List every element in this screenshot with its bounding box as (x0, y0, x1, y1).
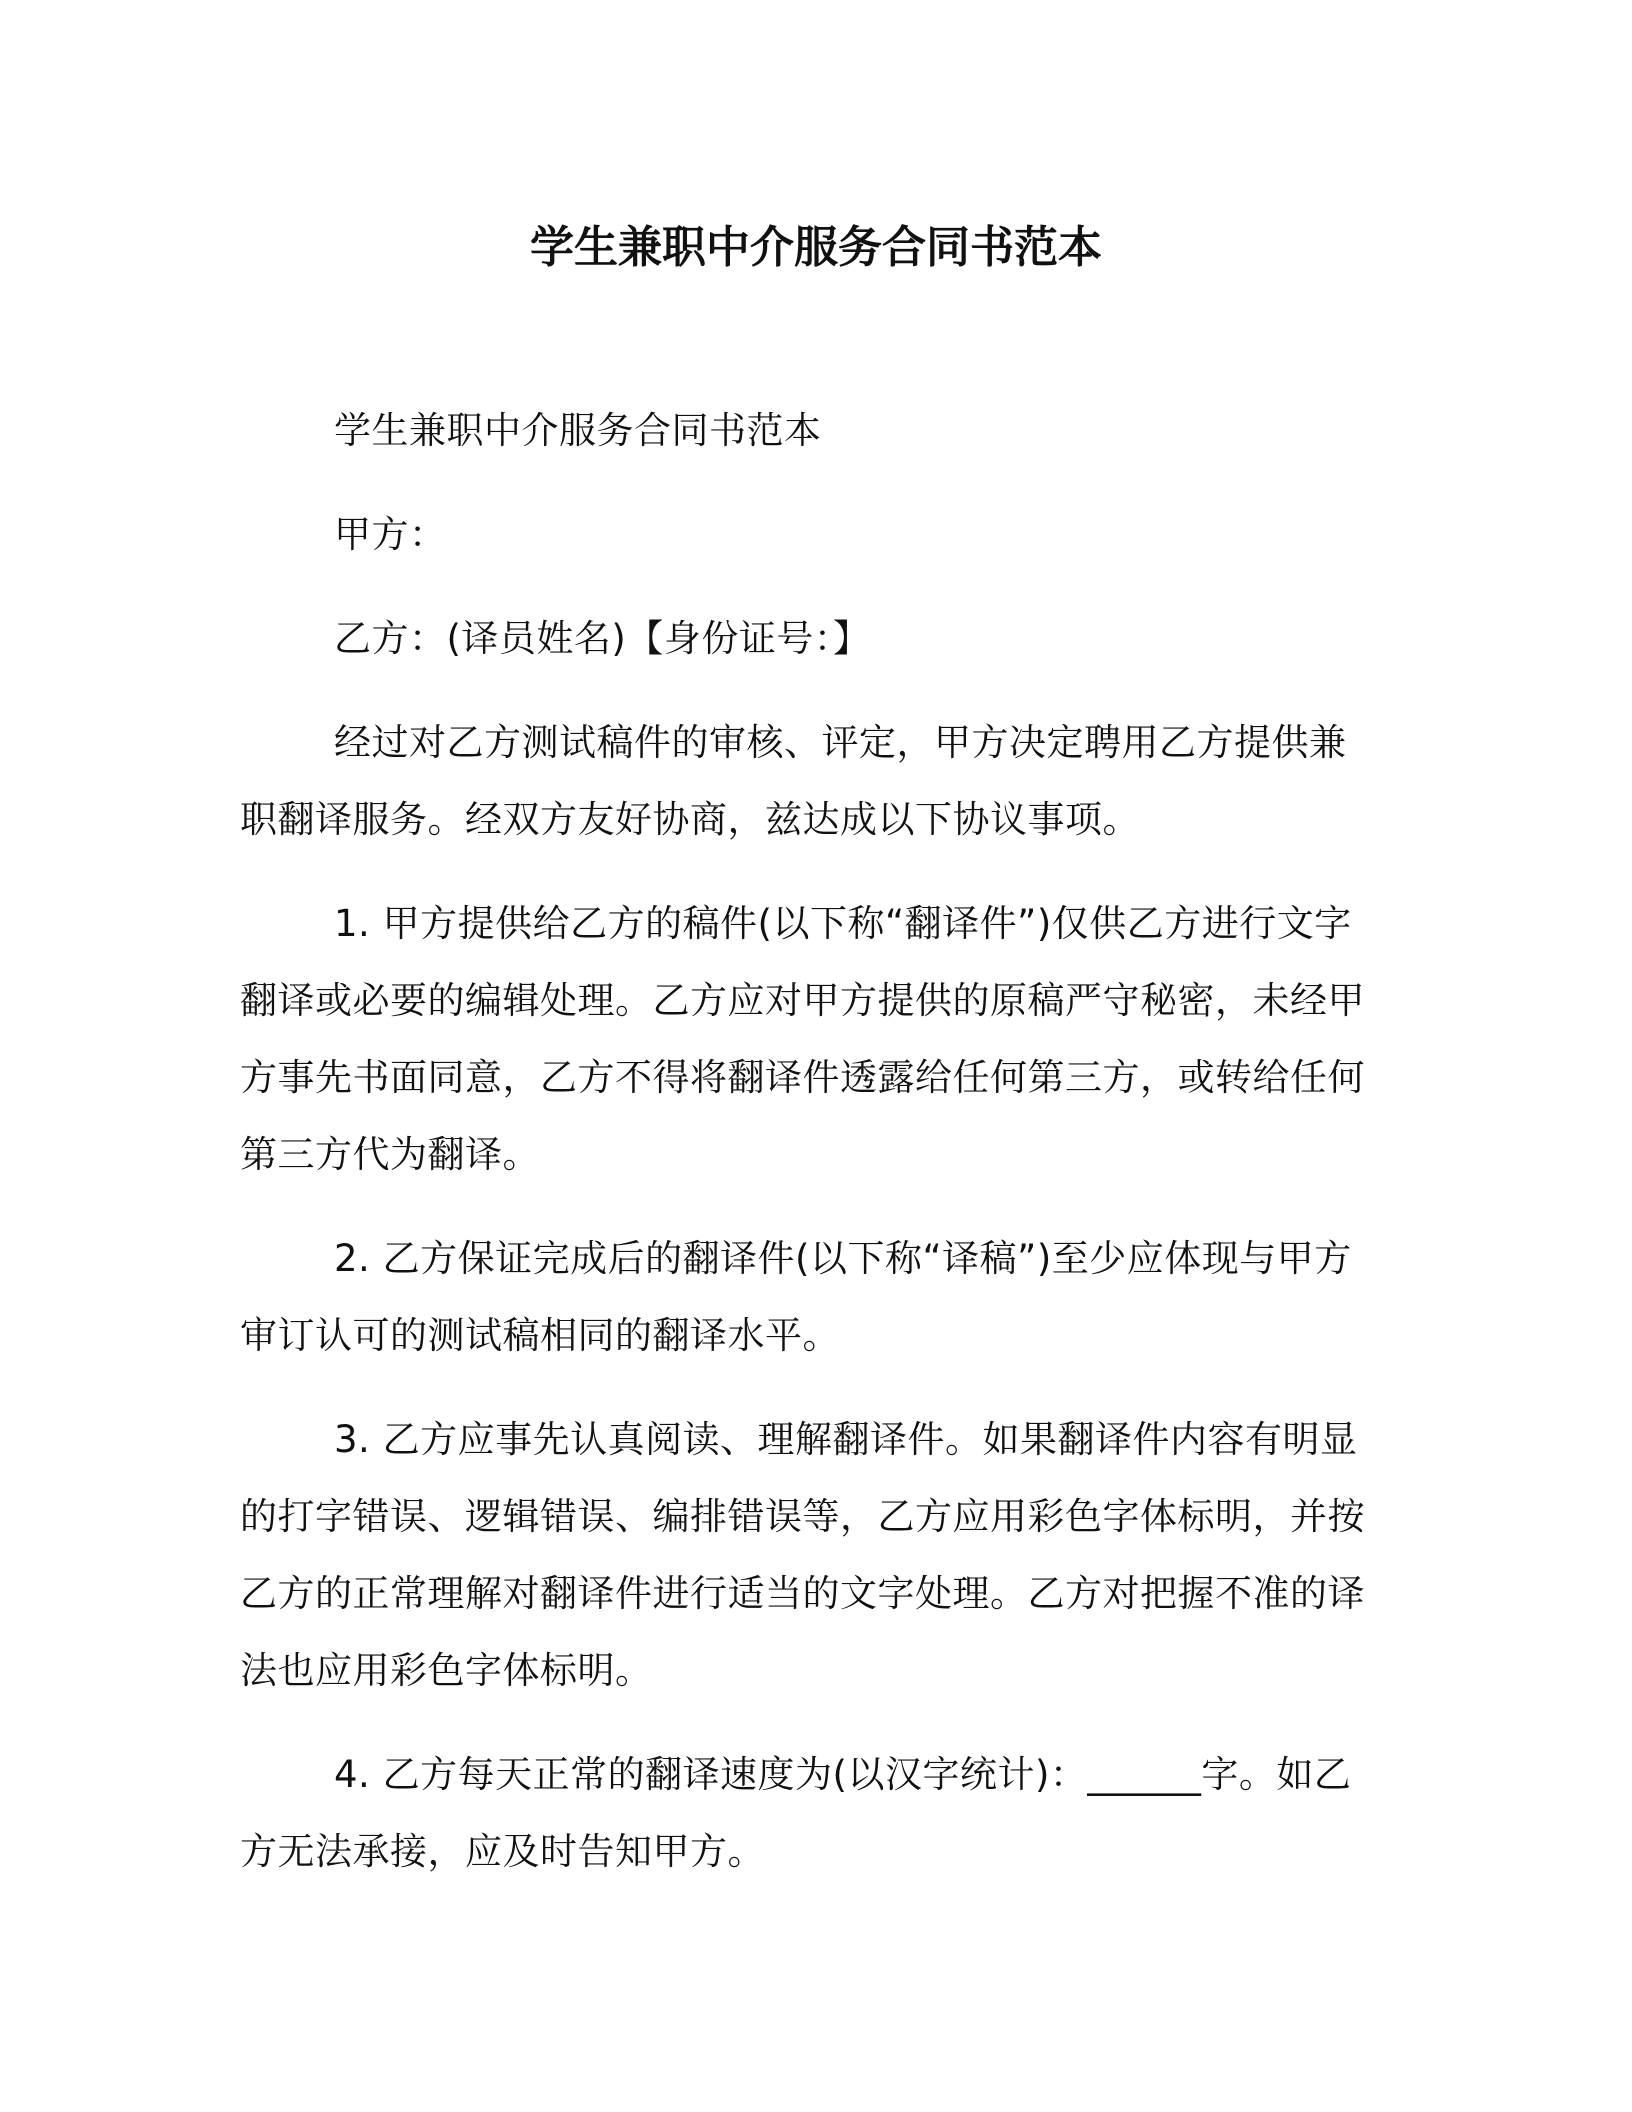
party-a-line: 甲方： (334, 513, 447, 556)
clause-2: 2. 乙方保证完成后的翻译件(以下称“译稿”)至少应体现与甲方审订认可的测试稿相同的翻译水平。 (240, 1237, 1352, 1357)
document-title: 学生兼职中介服务合同书范本 (530, 222, 1102, 273)
document-body (240, 392, 1380, 1917)
clause-4: 4. 乙方每天正常的翻译速度为(以汉字统计)：______字。如乙方无法承接，应及时告知甲方。 (240, 1753, 1352, 1873)
intro-paragraph: 经过对乙方测试稿件的审核、评定，甲方决定聘用乙方提供兼职翻译服务。经双方友好协商，兹达成以下协议事项。 (240, 721, 1347, 841)
clause-3: 3. 乙方应事先认真阅读、理解翻译件。如果翻译件内容有明显的打字错误、逻辑错误、编排错误等，乙方应用彩色字体标明，并按乙方的正常理解对翻译件进行适当的文字处理。乙方对把握不准的译法也应用彩色字体标明。 (240, 1418, 1365, 1692)
document-subtitle: 学生兼职中介服务合同书范本 (334, 409, 822, 452)
clause-1: 1. 甲方提供给乙方的稿件(以下称“翻译件”)仅供乙方进行文字翻译或必要的编辑处理。乙方应对甲方提供的原稿严守秘密，未经甲方事先书面同意，乙方不得将翻译件透露给任何第三方，或转给任何第三方代为翻译。 (240, 902, 1365, 1176)
party-b-line: 乙方：(译员姓名)【身份证号：】 (334, 617, 871, 660)
